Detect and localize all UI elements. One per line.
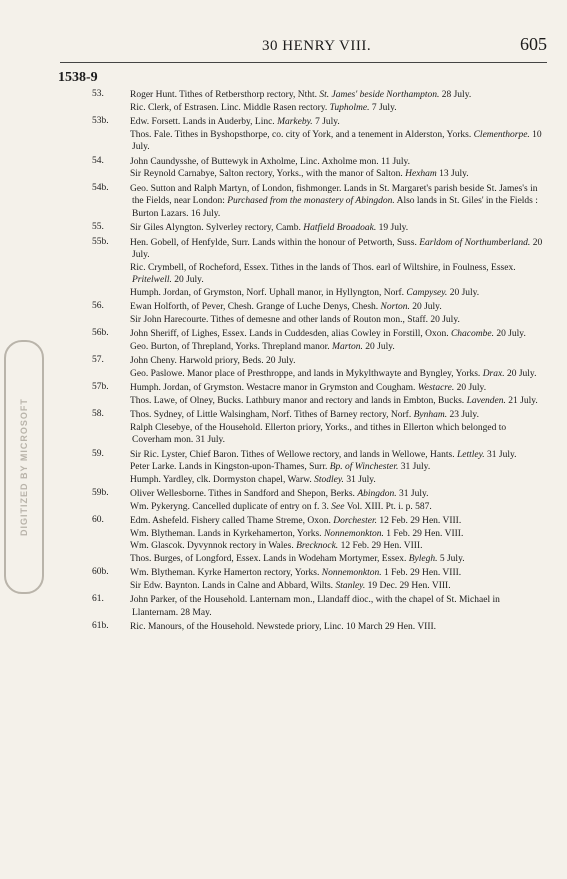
entry-text bbox=[0, 449, 567, 462]
entry bbox=[0, 515, 567, 565]
year-heading: 1538-9 bbox=[58, 70, 98, 85]
entry-date: 12 Feb. 29 Hen. VIII. bbox=[340, 541, 423, 551]
entry-text bbox=[0, 409, 567, 422]
entry-date: 10 July. bbox=[132, 129, 542, 152]
entry-date: 1 Feb. 29 Hen. VIII. bbox=[384, 568, 462, 578]
entry-date: 20 July. bbox=[449, 287, 480, 298]
entry-number: 56b. bbox=[92, 328, 109, 338]
entry-text bbox=[0, 594, 567, 619]
entry-description: Peter Larke. Lands in Kingston-upon-Thames, Surr. bbox=[130, 462, 328, 472]
entry-date: 28 July. bbox=[441, 90, 472, 100]
entry-text bbox=[0, 355, 567, 368]
page-number: 605 bbox=[520, 34, 547, 54]
entry-text bbox=[0, 116, 567, 129]
entry-date: 20 July. bbox=[132, 237, 543, 260]
entry-number: 56. bbox=[92, 301, 104, 311]
entry-source: Drax. bbox=[482, 368, 505, 379]
entry-description: Ric. Manours, of the Household. Newstede priory, Linc. 10 March 29 Hen. VIII. bbox=[130, 622, 437, 632]
entry-date: 13 July. bbox=[439, 169, 469, 179]
entry-number: 54. bbox=[92, 155, 104, 166]
entry-source: Nonnemonkton. bbox=[321, 568, 382, 578]
entry-source: Earldom of Northumberland. bbox=[419, 237, 531, 248]
entry-source: Nonnemonkton. bbox=[323, 528, 384, 539]
entry-text bbox=[0, 262, 567, 287]
entry-date: 31 July. bbox=[487, 449, 517, 460]
entry bbox=[0, 382, 567, 407]
entry-description: Edm. Ashefeld. Fishery called Thame Streme, Oxon. bbox=[130, 516, 331, 526]
entry-description: Sir Ric. Lyster, Chief Baron. Tithes of Wellowe rectory, and lands in Wellowe, Hants. bbox=[130, 449, 455, 460]
entry-text bbox=[0, 461, 567, 474]
entry-description: Wm. Pykeryng. Cancelled duplicate of entry on f. 3. bbox=[130, 501, 329, 512]
entry-source: See bbox=[331, 501, 345, 512]
entry-description: Ralph Clesebye, of the Household. Ellerton priory, Yorks., and tithes in Ellerton which belonged to Coverham mon. 31 July. bbox=[130, 422, 507, 445]
entry-text bbox=[0, 237, 567, 262]
entry-date: 20 July. bbox=[496, 329, 526, 339]
entry-source: Brecknock. bbox=[296, 541, 339, 551]
entry-text bbox=[0, 474, 567, 487]
entry bbox=[0, 594, 567, 619]
entry-number: 60b. bbox=[92, 567, 109, 577]
entry-description: Humph. Yardley, clk. Dormyston chapel, Warw. bbox=[130, 474, 312, 485]
entry-description: Hen. Gobell, of Henfylde, Surr. Lands within the honour of Petworth, Suss. bbox=[130, 237, 417, 248]
entry-date: 20 July. bbox=[174, 275, 204, 285]
entry-list bbox=[0, 89, 567, 636]
entry-description: Ric. Crymbell, of Rocheford, Essex. Tithes in the lands of Thos. earl of Wiltshire, in Foulness, Essex. bbox=[130, 262, 516, 273]
entry-description: Oliver Wellesborne. Tithes in Sandford and Shepon, Berks. bbox=[130, 489, 355, 499]
entry-number: 57b. bbox=[92, 382, 109, 392]
entry-description: Wm. Blytheman. Kyrke Hamerton rectory, Yorks. bbox=[130, 568, 320, 578]
entry-source: Bynham. bbox=[413, 410, 448, 420]
entry-date: 20 July. bbox=[365, 341, 395, 352]
entry-source: St. James' beside Northampton. bbox=[319, 90, 440, 100]
entry-description: Thos. Lawe, of Olney, Bucks. Lathbury manor and rectory and lands in Embton, Bucks. bbox=[130, 395, 465, 406]
entry-text bbox=[0, 129, 567, 154]
entry-text bbox=[0, 488, 567, 501]
entry-date: 31 July. bbox=[346, 474, 376, 485]
entry-text bbox=[0, 183, 567, 221]
entry-text bbox=[0, 567, 567, 580]
entry-text bbox=[0, 168, 567, 181]
entry-description: Sir John Harecourte. Tithes of demesne and other lands of Routon mon., Staff. bbox=[130, 314, 428, 325]
entry-date: 19 Dec. 29 Hen. VIII. bbox=[367, 580, 451, 591]
entry-description: Wm. Glascok. Dyvynnok rectory in Wales. bbox=[130, 541, 294, 551]
entry-date: 20 July. bbox=[456, 383, 487, 393]
entry-source: Chacombe. bbox=[450, 329, 494, 339]
entry-source: Abingdon. bbox=[357, 489, 397, 499]
entry bbox=[0, 449, 567, 487]
entry-date: 7 July. bbox=[315, 117, 340, 127]
entry-description: Ewan Holforth, of Pever, Chesh. Grange of Luche Denys, Chesh. bbox=[130, 302, 379, 312]
entry-date: 20 July. bbox=[430, 314, 460, 325]
entry bbox=[0, 156, 567, 181]
entry-source: Lettley. bbox=[456, 449, 485, 460]
entry-date: 21 July. bbox=[508, 395, 538, 406]
entry-text bbox=[0, 328, 567, 341]
entry-description: Humph. Jordan, of Grymston, Norf. Uphall manor, in Hyllyngton, Norf. bbox=[130, 287, 405, 298]
entry-date: 31 July. bbox=[399, 489, 429, 499]
entry-text bbox=[0, 422, 567, 447]
entry-description: Thos. Fale. Tithes in Byshopsthorpe, co. city of York, and a tenement in Alderston, Yorks. bbox=[130, 129, 472, 140]
entry-source: Purchased from the monastery of Abingdon. bbox=[227, 196, 395, 206]
entry-source: Markeby. bbox=[277, 117, 313, 127]
entry-date: 5 July. bbox=[439, 553, 465, 564]
entry-source: Marton. bbox=[332, 341, 363, 352]
entry-text bbox=[0, 395, 567, 408]
entry-number: 57. bbox=[92, 355, 104, 365]
entry-text bbox=[0, 580, 567, 593]
entry-text bbox=[0, 341, 567, 354]
entry-source: Bylegh. bbox=[408, 553, 438, 564]
entry-text bbox=[0, 528, 567, 541]
entry-description: Roger Hunt. Tithes of Retbersthorp rectory, Ntht. bbox=[130, 90, 317, 100]
entry bbox=[0, 89, 567, 114]
entry-description: Ric. Clerk, of Estrasen. Linc. Middle Rasen rectory. bbox=[130, 102, 328, 113]
entry-description: Geo. Burton, of Threpland, Yorks. Threpland manor. bbox=[130, 341, 330, 352]
entry-date: Also lands in St. Giles' in the Fields : Burton Lazars. 16 July. bbox=[132, 196, 538, 219]
entry-text bbox=[0, 287, 567, 300]
entry-text bbox=[0, 553, 567, 566]
entry-text bbox=[0, 156, 567, 169]
entry bbox=[0, 355, 567, 380]
entry-number: 60. bbox=[92, 515, 104, 525]
entry-description: John Caundysshe, of Buttewyk in Axholme, Linc. Axholme mon. 11 July. bbox=[130, 156, 411, 167]
running-title: 30 HENRY VIII. bbox=[262, 38, 372, 54]
entry bbox=[0, 301, 567, 326]
entry-date: 1 Feb. 29 Hen. VIII. bbox=[386, 528, 464, 539]
entry-number: 59b. bbox=[92, 488, 109, 498]
entry-date: 20 July. bbox=[506, 368, 537, 379]
entry-number: 53b. bbox=[92, 116, 109, 126]
entry-source: Hexham bbox=[405, 169, 437, 179]
entry-text bbox=[0, 89, 567, 102]
entry-description: Sir Edw. Baynton. Lands in Calne and Abbard, Wilts. bbox=[130, 580, 334, 591]
entry-date: 19 July. bbox=[378, 223, 409, 233]
entry-text bbox=[0, 621, 567, 634]
entry-description: Sir Reynold Carnabye, Salton rectory, Yorks., with the manor of Salton. bbox=[130, 169, 403, 179]
header-rule bbox=[60, 62, 547, 63]
entry-number: 59. bbox=[92, 448, 104, 459]
entry bbox=[0, 328, 567, 353]
entry bbox=[0, 621, 567, 634]
entry-text bbox=[0, 301, 567, 314]
page-header bbox=[0, 34, 567, 58]
entry-text bbox=[0, 368, 567, 381]
entry-number: 54b. bbox=[92, 182, 109, 193]
entry-source: Norton. bbox=[380, 302, 410, 312]
entry-source: Campysey. bbox=[406, 287, 448, 298]
entry-source: Westacre. bbox=[417, 383, 455, 393]
entry-description: Sir Giles Alyngton. Sylverley rectory, Camb. bbox=[130, 223, 301, 233]
entry-source: Tupholme. bbox=[329, 102, 370, 113]
entry-description: Geo. Paslowe. Manor place of Presthroppe, and lands in Mykylthwayte and Byngley, Yorks. bbox=[130, 368, 481, 379]
entry-description: Humph. Jordan, of Grymston. Westacre manor in Grymston and Cougham. bbox=[130, 383, 416, 393]
entry-text bbox=[0, 222, 567, 235]
entry-description: John Parker, of the Household. Lanternam mon., Llandaff dioc., with the chapel of St. Michael in Llanternam. 28 May. bbox=[130, 595, 500, 618]
entry-number: 58. bbox=[92, 409, 104, 419]
entry bbox=[0, 567, 567, 592]
entry-number: 61. bbox=[92, 594, 104, 604]
entry-description: Wm. Blytheman. Lands in Kyrkehamerton, Yorks. bbox=[130, 528, 322, 539]
entry-description: John Cheny. Harwold priory, Beds. 20 July. bbox=[130, 356, 296, 366]
entry bbox=[0, 409, 567, 447]
entry-source: Bp. of Winchester. bbox=[329, 462, 399, 472]
entry-source: Clementhorpe. bbox=[473, 129, 530, 140]
entry-date: Vol. XIII. Pt. i. p. 587. bbox=[346, 501, 432, 512]
entry-source: Hatfield Broadoak. bbox=[303, 223, 377, 233]
entry-text bbox=[0, 102, 567, 115]
entry-description: Thos. Burges, of Longford, Essex. Lands in Wodeham Mortymer, Essex. bbox=[130, 553, 407, 564]
entry-number: 61b. bbox=[92, 621, 109, 631]
entry-date: 20 July. bbox=[412, 302, 442, 312]
entry-number: 55b. bbox=[92, 236, 109, 247]
library-stamp: DIGITIZED BY MICROSOFT bbox=[4, 340, 44, 594]
entry-date: 31 July. bbox=[400, 462, 431, 472]
entry-text bbox=[0, 501, 567, 514]
entry-description: Geo. Sutton and Ralph Martyn, of London, fishmonger. Lands in St. Margaret's parish beside St. James's in the Fields, near London: bbox=[130, 183, 538, 206]
entry bbox=[0, 183, 567, 221]
entry bbox=[0, 222, 567, 235]
entry-text bbox=[0, 314, 567, 327]
entry-number: 53. bbox=[92, 89, 104, 99]
entry-date: 7 July. bbox=[371, 102, 397, 113]
entry-number: 55. bbox=[92, 222, 104, 232]
entry-source: Lavenden. bbox=[466, 395, 506, 406]
entry-text bbox=[0, 515, 567, 528]
entry bbox=[0, 488, 567, 513]
entry-source: Stodley. bbox=[314, 474, 344, 485]
entry-description: John Sheriff, of Lighes, Essex. Lands in Cuddesden, alias Cowley in Forstill, Oxon. bbox=[130, 329, 449, 339]
entry-source: Dorchester. bbox=[333, 516, 377, 526]
entry-text bbox=[0, 382, 567, 395]
entry-description: Thos. Sydney, of Little Walsingham, Norf. Tithes of Barney rectory, Norf. bbox=[130, 410, 412, 420]
entry-date: 23 July. bbox=[449, 410, 479, 420]
entry-source: Stanley. bbox=[335, 580, 366, 591]
entry-description: Edw. Forsett. Lands in Auderby, Linc. bbox=[130, 117, 275, 127]
entry-date: 12 Feb. 29 Hen. VIII. bbox=[379, 516, 462, 526]
entry bbox=[0, 237, 567, 300]
entry-source: Pritelwell. bbox=[132, 275, 172, 285]
entry bbox=[0, 116, 567, 154]
entry-text bbox=[0, 540, 567, 553]
